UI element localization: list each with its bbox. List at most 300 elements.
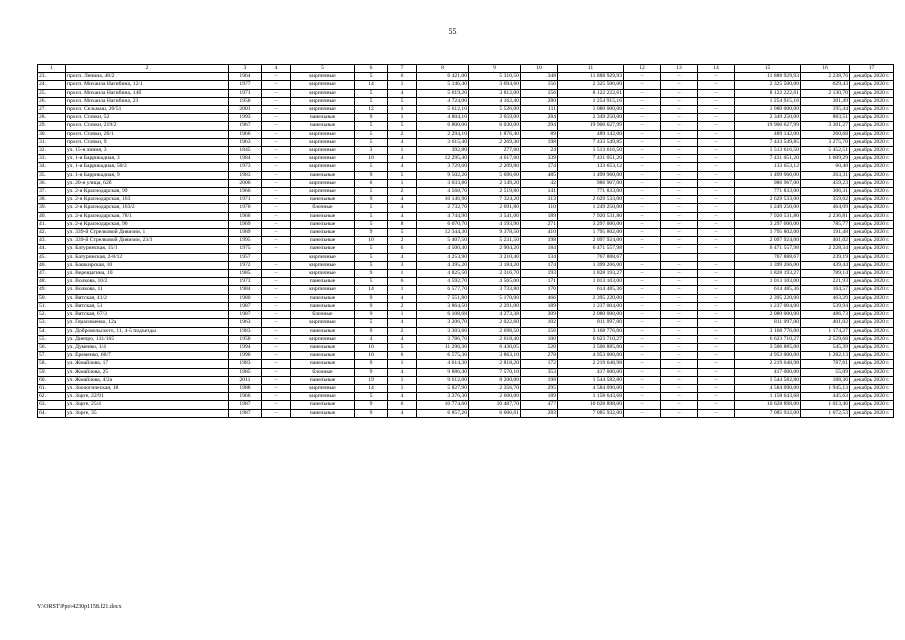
table-cell: 239,19 — [801, 253, 850, 261]
table-cell: 2 618,40 — [469, 335, 521, 343]
table-cell: – — [698, 245, 735, 253]
table-cell: 42. — [38, 229, 66, 237]
table-cell: 6 — [388, 278, 417, 286]
table-cell: 43. — [38, 237, 66, 245]
table-cell: 198 — [521, 376, 558, 384]
table-cell: – — [698, 368, 735, 376]
table-cell: – — [661, 73, 698, 81]
table-cell: 2 236,81 — [801, 212, 850, 220]
table-cell: 189 — [521, 302, 558, 310]
table-cell: – — [624, 311, 661, 319]
table-row — [38, 384, 894, 392]
table-cell: 1 237 004,00 — [558, 302, 624, 310]
table-cell: – — [698, 220, 735, 228]
table-cell: 4 — [388, 335, 417, 343]
column-number-header: 4 — [262, 65, 291, 73]
table-cell: 10 628 898,00 — [558, 401, 624, 409]
table-cell: 7 431 051,20 — [735, 155, 801, 163]
table-cell: 489 142,00 — [558, 130, 624, 138]
table-cell: 10 — [355, 352, 388, 360]
table-cell: 141 — [521, 188, 558, 196]
table-cell: – — [698, 196, 735, 204]
table-cell: 27. — [38, 106, 66, 114]
table-cell: 6 575,30 — [417, 352, 469, 360]
table-cell: кирпичные — [291, 270, 355, 278]
table-cell: 1 237 004,00 — [735, 302, 801, 310]
table-cell: 767 888,67 — [735, 253, 801, 261]
table-cell: 59. — [38, 368, 66, 376]
table-cell: панельные — [291, 114, 355, 122]
table-row — [38, 253, 894, 261]
table-cell: 29. — [38, 122, 66, 130]
table-cell: 62. — [38, 393, 66, 401]
table-cell: 1 249 250,00 — [735, 204, 801, 212]
table-cell: 3 297 000,00 — [558, 220, 624, 228]
table-cell: 1 158 643,68 — [558, 393, 624, 401]
table-cell: 12 344,30 — [417, 229, 469, 237]
table-cell: просп. Стачки, 26/1 — [66, 130, 229, 138]
table-cell: – — [661, 138, 698, 146]
table-cell: 3 615,40 — [417, 138, 469, 146]
table-cell: 3 541,00 — [469, 212, 521, 220]
table-cell: декабрь 2020 г. — [850, 179, 894, 187]
table-cell: ул. 1-я Баррикадная, 9 — [66, 171, 229, 179]
table-cell: панельные — [291, 352, 355, 360]
table-cell: ул. 339-й Стрелковой Дивизии, 1 — [66, 229, 229, 237]
table-cell: 1993 — [229, 114, 262, 122]
table-cell: панельные — [291, 409, 355, 417]
table-cell: – — [624, 343, 661, 351]
table-cell: 12 295,40 — [417, 155, 469, 163]
table-cell: 3 168 776,00 — [735, 327, 801, 335]
table-cell: – — [262, 384, 291, 392]
table-cell: – — [262, 302, 291, 310]
table-cell: ул. Думенко, 1/4 — [66, 343, 229, 351]
table-cell: 1 282,13 — [801, 352, 850, 360]
table-cell: 1987 — [229, 409, 262, 417]
table-cell: – — [624, 212, 661, 220]
table-cell: 40. — [38, 212, 66, 220]
table-cell: кирпичные — [291, 130, 355, 138]
table-cell: – — [661, 147, 698, 155]
table-cell: ул. 339-й Стрелковой Дивизии, 23/3 — [66, 237, 229, 245]
table-cell: 6 108,68 — [417, 311, 469, 319]
table-cell: 1977 — [229, 81, 262, 89]
table-cell: 191,48 — [801, 229, 850, 237]
table-cell: 6 430,05 — [469, 343, 521, 351]
table-cell: – — [698, 360, 735, 368]
table-cell: 5 — [355, 319, 388, 327]
table-cell: – — [624, 122, 661, 130]
table-cell: 10 487,70 — [469, 401, 521, 409]
column-number-header: 5 — [291, 65, 355, 73]
table-cell: 4 — [388, 89, 417, 97]
table-cell: 50. — [38, 294, 66, 302]
table-cell: панельные — [291, 302, 355, 310]
table-cell: декабрь 2020 г. — [850, 163, 894, 171]
table-header-row — [38, 65, 894, 73]
table-cell: 11 888 929,93 — [735, 73, 801, 81]
table-cell: 1994 — [229, 343, 262, 351]
table-cell: 10 — [355, 237, 388, 245]
table-row — [38, 270, 894, 278]
table-cell: 3 786,70 — [417, 335, 469, 343]
table-cell: – — [661, 384, 698, 392]
table-cell: – — [262, 163, 291, 171]
table-cell — [262, 253, 291, 261]
table-cell: 5 146,40 — [417, 81, 469, 89]
table-cell: – — [698, 261, 735, 269]
table-cell: 2 — [388, 327, 417, 335]
table-cell: – — [262, 352, 291, 360]
table-row — [38, 294, 894, 302]
table-cell: просп. Михаила Нагибина, 12/1 — [66, 81, 229, 89]
table-cell: 271 — [521, 220, 558, 228]
table-cell: – — [262, 130, 291, 138]
table-cell: – — [661, 220, 698, 228]
column-number-header: 12 — [624, 65, 661, 73]
table-cell: 771 833,00 — [558, 188, 624, 196]
table-cell: 38. — [38, 196, 66, 204]
table-cell: 5 — [355, 188, 388, 196]
table-cell: 1984 — [229, 286, 262, 294]
table-cell: декабрь 2020 г. — [850, 401, 894, 409]
table-cell: 2001 — [229, 106, 262, 114]
table-cell: 1 876,40 — [469, 130, 521, 138]
table-cell: 1 — [388, 106, 417, 114]
table-cell: – — [698, 81, 735, 89]
table-cell: 339 — [521, 155, 558, 163]
table-cell: просп. Михаила Нагибина, 14б — [66, 89, 229, 97]
table-cell: кирпичные — [291, 106, 355, 114]
table-cell: 10 146,90 — [417, 196, 469, 204]
table-cell: – — [624, 188, 661, 196]
table-cell: 184 — [521, 245, 558, 253]
table-cell: 1988 — [229, 384, 262, 392]
table-cell: 1984 — [229, 155, 262, 163]
table-cell: 5 612,10 — [417, 106, 469, 114]
table-cell: – — [262, 89, 291, 97]
table-cell: 2 080 000,00 — [735, 311, 801, 319]
table-cell: – — [661, 245, 698, 253]
table-cell: 4 — [388, 393, 417, 401]
table-cell: 156 — [521, 327, 558, 335]
table-cell: 1987 — [229, 401, 262, 409]
table-cell: декабрь 2020 г. — [850, 302, 894, 310]
table-cell: 2 659,00 — [469, 114, 521, 122]
table-cell: блочные — [291, 204, 355, 212]
table-cell: 6 421,00 — [417, 73, 469, 81]
table-cell: 3 864,50 — [417, 302, 469, 310]
table-cell: 1 499 960,00 — [558, 171, 624, 179]
table-cell: 4 — [388, 196, 417, 204]
table-row — [38, 335, 894, 343]
table-cell: ул. Вятская, 51 — [66, 302, 229, 310]
table-cell: – — [624, 401, 661, 409]
table-cell: – — [698, 343, 735, 351]
table-cell — [661, 253, 698, 261]
table-cell: панельные — [291, 220, 355, 228]
table-cell: 3 301,27 — [801, 122, 850, 130]
table-cell: 9 378,50 — [469, 229, 521, 237]
table-cell: просп. Стачки, 219/2 — [66, 122, 229, 130]
table-cell: – — [661, 89, 698, 97]
table-cell: 309 — [521, 311, 558, 319]
table-cell: 464,09 — [801, 204, 850, 212]
table-cell: 6 — [388, 245, 417, 253]
table-cell: 11 888 929,93 — [558, 73, 624, 81]
table-cell: 401,02 — [801, 319, 850, 327]
table-cell: декабрь 2020 г. — [850, 409, 894, 417]
column-number-header: 13 — [661, 65, 698, 73]
table-cell: просп. Ленина, 48/2 — [66, 73, 229, 81]
table-cell: 1 — [388, 147, 417, 155]
table-cell: – — [262, 286, 291, 294]
table-cell: 9 502,20 — [417, 171, 469, 179]
table-cell: 7 433 549,85 — [735, 138, 801, 146]
table-cell: – — [698, 286, 735, 294]
table-cell: декабрь 2020 г. — [850, 73, 894, 81]
table-cell: декабрь 2020 г. — [850, 188, 894, 196]
table-cell: 6 070,70 — [417, 220, 469, 228]
table-cell: 417 000,00 — [558, 368, 624, 376]
table-cell: 4 253,90 — [417, 253, 469, 261]
table-cell: 2 228,34 — [801, 245, 850, 253]
table-cell: 545,39 — [801, 343, 850, 351]
table-cell: 7 551,80 — [417, 294, 469, 302]
table-cell: декабрь 2020 г. — [850, 253, 894, 261]
table-cell: – — [661, 97, 698, 105]
table-row — [38, 278, 894, 286]
table-cell: ул. Герасименко, 12а — [66, 319, 229, 327]
table-cell: 1970 — [229, 204, 262, 212]
table-cell: – — [624, 73, 661, 81]
table-cell: – — [624, 302, 661, 310]
table-cell: 1975 — [229, 245, 262, 253]
table-cell: просп. Сельмаш, 20/51 — [66, 106, 229, 114]
table-cell: – — [661, 393, 698, 401]
table-cell: – — [624, 245, 661, 253]
table-cell: 41. — [38, 220, 66, 228]
table-cell: ул. 20-я улица, 62б — [66, 179, 229, 187]
table-cell: 1958 — [229, 335, 262, 343]
table-cell: панельные — [291, 278, 355, 286]
table-cell: – — [661, 179, 698, 187]
table-cell: – — [661, 319, 698, 327]
table-cell: декабрь 2020 г. — [850, 171, 894, 179]
table-cell: ул. Вятская, 41/2 — [66, 294, 229, 302]
table-cell: 1 072,53 — [801, 409, 850, 417]
table-cell: ул. 2-я Краснодарская, 90 — [66, 220, 229, 228]
table-cell: 3 184,20 — [469, 261, 521, 269]
table-cell: 4 — [388, 253, 417, 261]
table-cell: – — [661, 278, 698, 286]
column-number-header: 15 — [735, 65, 801, 73]
table-cell: – — [624, 294, 661, 302]
table-cell: 7 920 531,80 — [735, 212, 801, 220]
table-cell: – — [262, 212, 291, 220]
table-cell: 1963 — [229, 319, 262, 327]
table-cell: – — [624, 81, 661, 89]
table-cell: панельные — [291, 171, 355, 179]
table-cell: – — [262, 261, 291, 269]
table-cell: – — [661, 163, 698, 171]
table-cell: 1985 — [229, 368, 262, 376]
table-cell: – — [661, 237, 698, 245]
table-cell: 445,63 — [801, 393, 850, 401]
table-cell: декабрь 2020 г. — [850, 352, 894, 360]
column-number-header: 14 — [698, 65, 735, 73]
table-cell: 55. — [38, 335, 66, 343]
table-cell: 353 — [521, 368, 558, 376]
table-cell: 63. — [38, 401, 66, 409]
table-cell: 2 — [388, 302, 417, 310]
table-cell: – — [661, 204, 698, 212]
table-cell: 2011 — [229, 376, 262, 384]
page-number: 55 — [448, 27, 457, 36]
table-cell: – — [698, 188, 735, 196]
table-cell: 1 795 802,00 — [735, 229, 801, 237]
table-cell: 1 — [388, 360, 417, 368]
table-cell: 9 — [355, 302, 388, 310]
table-cell: 8 200,00 — [469, 376, 521, 384]
table-cell: 4 804,10 — [417, 114, 469, 122]
table-cell: 986 967,00 — [735, 179, 801, 187]
table-cell: 392,80 — [417, 147, 469, 155]
table-cell: – — [262, 106, 291, 114]
table-cell: 9 — [355, 196, 388, 204]
table-cell: 156 — [521, 89, 558, 97]
table-cell: – — [661, 188, 698, 196]
table-cell: кирпичные — [291, 393, 355, 401]
table-cell: 5 019,20 — [417, 89, 469, 97]
table-cell: 28. — [38, 114, 66, 122]
table-cell: – — [698, 171, 735, 179]
table-cell: декабрь 2020 г. — [850, 319, 894, 327]
table-cell: 5 — [388, 122, 417, 130]
table-cell: 10 774,60 — [417, 401, 469, 409]
table-cell: 1964 — [229, 73, 262, 81]
table-cell: ул. 2-я Краснодарская, 163/2 — [66, 204, 229, 212]
table-cell: 1971 — [229, 89, 262, 97]
table-cell: 1985 — [229, 270, 262, 278]
table-cell: 301,49 — [801, 97, 850, 105]
table-cell: 1 254 915,16 — [735, 97, 801, 105]
table-cell: – — [698, 130, 735, 138]
table-cell: – — [661, 270, 698, 278]
table-row — [38, 327, 894, 335]
table-cell: декабрь 2020 г. — [850, 114, 894, 122]
table-cell: 2 219 648,98 — [558, 360, 624, 368]
table-cell: панельные — [291, 376, 355, 384]
table-cell: 9 — [355, 409, 388, 417]
table-cell: – — [698, 294, 735, 302]
table-cell: кирпичные — [291, 179, 355, 187]
table-cell: 1 513 616,50 — [735, 147, 801, 155]
table-cell: 9 — [355, 114, 388, 122]
table-cell: 1983 — [229, 360, 262, 368]
table-cell: 1 828 193,27 — [558, 270, 624, 278]
table-cell: 2 698,50 — [469, 327, 521, 335]
table-cell: 5 — [388, 343, 417, 351]
table-cell: – — [262, 409, 291, 417]
table-cell: 771 833,00 — [735, 188, 801, 196]
table-cell: ул. Зорге, 22/91 — [66, 393, 229, 401]
table-cell: ул. Батуринская, 15/1 — [66, 245, 229, 253]
table-cell: 6 623 710,27 — [558, 335, 624, 343]
table-cell: 64. — [38, 409, 66, 417]
table-cell: 164,57 — [801, 286, 850, 294]
table-cell: – — [624, 204, 661, 212]
table-cell: 174 — [521, 163, 558, 171]
table-cell: кирпичные — [291, 286, 355, 294]
table-cell: декабрь 2020 г. — [850, 335, 894, 343]
table-cell: – — [624, 147, 661, 155]
table-cell: 1 — [388, 286, 417, 294]
table-cell: – — [661, 352, 698, 360]
table-cell: 4 825,50 — [417, 270, 469, 278]
table-cell: – — [262, 220, 291, 228]
table-cell: 1 — [388, 384, 417, 392]
table-cell: 8 122 222,61 — [735, 89, 801, 97]
table-cell: 3 210,40 — [469, 253, 521, 261]
table-cell: – — [661, 122, 698, 130]
table-cell: 6 471 557,98 — [735, 245, 801, 253]
table-cell: 174 — [521, 261, 558, 269]
table-cell: кирпичные — [291, 335, 355, 343]
table-cell: 1990 — [229, 352, 262, 360]
table-cell: кирпичные — [291, 319, 355, 327]
table-cell: 4 — [388, 368, 417, 376]
table-cell: 5 — [388, 171, 417, 179]
table-cell: 89 — [521, 130, 558, 138]
table-cell: 1 249 250,00 — [558, 204, 624, 212]
table-cell: 4 614,30 — [417, 360, 469, 368]
table-cell: 1 — [388, 114, 417, 122]
table-cell: 51. — [38, 302, 66, 310]
table-cell: 2 325 500,00 — [558, 81, 624, 89]
table-cell: – — [624, 220, 661, 228]
table-cell: 1966 — [229, 130, 262, 138]
table-cell: 4 617,60 — [469, 155, 521, 163]
table-cell: – — [262, 401, 291, 409]
table-cell: 811 097,00 — [558, 319, 624, 327]
table-cell: кирпичные — [291, 89, 355, 97]
table-cell: 5 452,51 — [801, 147, 850, 155]
table-cell: 9 — [355, 368, 388, 376]
table-cell: 1966 — [229, 212, 262, 220]
table-cell: 5 — [355, 89, 388, 97]
table-cell: – — [698, 270, 735, 278]
table-cell: панельные — [291, 401, 355, 409]
table-cell: – — [698, 311, 735, 319]
table-cell: 5 — [355, 204, 388, 212]
table-row — [38, 352, 894, 360]
table-cell: 9 612,00 — [417, 376, 469, 384]
table-cell: 7 431 051,20 — [558, 155, 624, 163]
table-cell: – — [661, 376, 698, 384]
table-cell: 6 471 557,98 — [558, 245, 624, 253]
table-cell: 787,61 — [801, 360, 850, 368]
table-row — [38, 97, 894, 105]
table-cell: 3 729,60 — [417, 163, 469, 171]
table-cell: – — [661, 171, 698, 179]
table-cell: 5 — [355, 122, 388, 130]
table-cell: 4 584 090,00 — [735, 384, 801, 392]
table-cell: 2 — [388, 188, 417, 196]
table-cell: декабрь 2020 г. — [850, 270, 894, 278]
table-cell: – — [698, 278, 735, 286]
